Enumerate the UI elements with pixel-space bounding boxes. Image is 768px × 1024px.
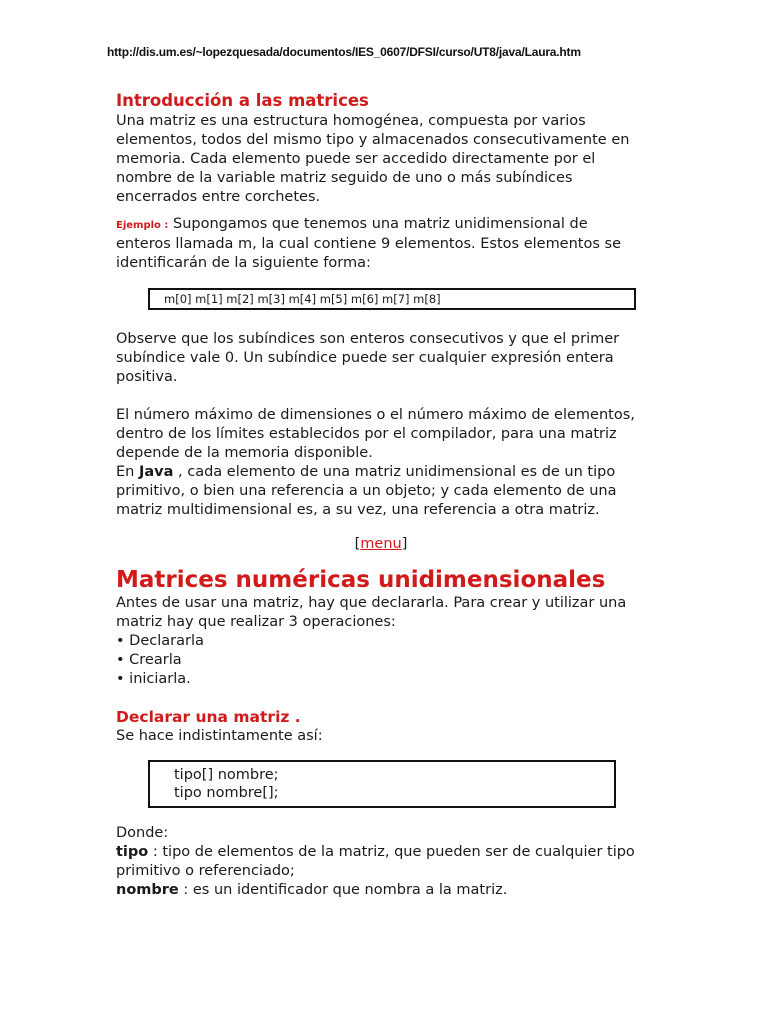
code-line: tipo[] nombre; [174,767,279,783]
code-line: tipo nombre[]; [174,785,279,801]
bullet-item: • Crearla [116,652,182,668]
java-pre: En [116,464,139,480]
tipo-definition [116,843,646,881]
section-heading: Matrices numéricas unidimensionales [116,567,606,593]
dimensions-paragraph: El número máximo de dimensiones o el número máximo de elementos, dentro de los límites establecidos por el compilador, para una matriz depende de la memoria disponible. [116,407,635,461]
index-example-box: m[0] m[1] m[2] m[3] m[4] m[5] m[6] m[7] m[8] [148,288,636,310]
section-intro: Antes de usar una matriz, hay que declararla. Para crear y utilizar una matriz hay que realizar 3 operaciones: [116,595,627,630]
java-post: , cada elemento de una matriz unidimensional es de un tipo primitivo, o bien una referencia a un objeto; y cada elemento de una matriz multidimensional es, a su vez, una referencia a otra matriz. [116,464,617,518]
code-box [148,760,616,808]
document-body [116,90,646,900]
java-bold: Java [138,464,174,480]
java-paragraph [116,463,646,520]
intro-heading: Introducción a las matrices [116,91,369,110]
menu-line [116,534,646,554]
page-url: http://dis.um.es/~lopezquesada/documentos/IES_0607/DFSI/curso/UT8/java/Laura.htm [107,45,581,59]
nombre-text: : es un identificador que nombra a la matriz. [178,882,508,898]
menu-close-bracket: ] [401,536,408,552]
subindex-paragraph: Observe que los subíndices son enteros consecutivos y que el primer subíndice vale 0. Un subíndice puede ser cualquier expresión entera positiva. [116,331,620,385]
tipo-term: tipo [116,844,149,860]
menu-open-bracket: [ [354,536,361,552]
bullet-item: • iniciarla. [116,671,191,687]
tipo-text: : tipo de elementos de la matriz, que pueden ser de cualquier tipo primitivo o referenciado; [116,844,635,879]
ejemplo-label: Ejemplo : [116,220,169,231]
declare-paragraph: Se hace indistintamente así: [116,728,323,744]
nombre-definition [116,881,646,900]
intro-paragraph: Una matriz es una estructura homogénea, compuesta por varios elementos, todos del mismo tipo y almacenados consecutivamente en memoria. Cada elemento puede ser accedido directamente por el nombre de la variable matriz seguido de uno o más subíndices encerrados entre corchetes. [116,113,630,205]
nombre-term: nombre [116,882,179,898]
declare-heading: Declarar una matriz . [116,708,301,726]
menu-link[interactable]: menu [360,536,402,552]
ejemplo-paragraph [116,215,646,273]
ejemplo-text: Supongamos que tenemos una matriz unidimensional de enteros llamada m, la cual contiene 9 elementos. Estos elementos se identificarán de la siguiente forma: [116,216,621,271]
bullet-item: • Declararla [116,633,204,649]
donde-label: Donde: [116,825,169,841]
